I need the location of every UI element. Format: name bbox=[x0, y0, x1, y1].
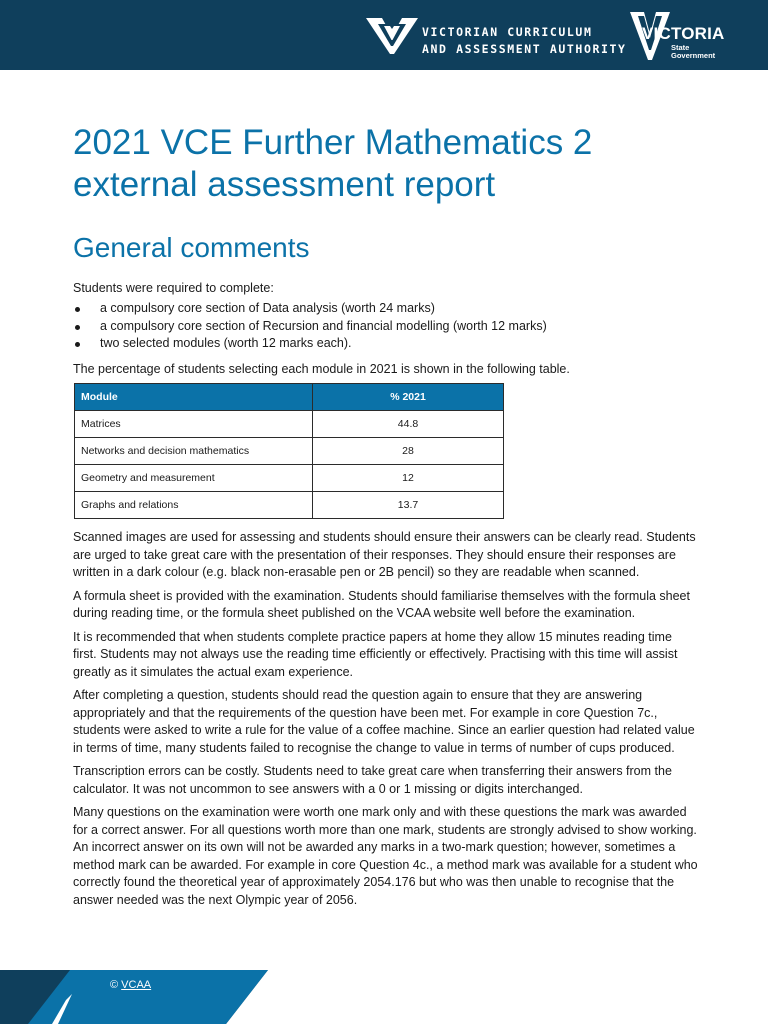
victoria-wordmark: VICTORIA bbox=[642, 24, 725, 43]
list-item: a compulsory core section of Data analysis (worth 24 marks) bbox=[73, 300, 547, 318]
gov-sub-line-1: State bbox=[671, 43, 690, 52]
footer-copyright bbox=[110, 979, 151, 991]
paragraph-reading-time: It is recommended that when students complete practice papers at home they allow 15 minutes reading time first. Students may not always use the reading time efficiently or effectively. Practising with this time will assist greatly as it simulates the actual exam experience. bbox=[73, 629, 678, 679]
module-name-cell: Networks and decision mathematics bbox=[75, 438, 313, 465]
paragraph-transcription-errors: Transcription errors can be costly. Students need to take great care when transferring their answers from the calculator. It was not uncommon to see answers with a 0 or 1 missing or digits interchanged. bbox=[73, 764, 672, 796]
percent-cell: 44.8 bbox=[313, 411, 504, 438]
table-intro-text: The percentage of students selecting each module in 2021 is shown in the following table. bbox=[73, 362, 570, 376]
org-name-line-1: VICTORIAN CURRICULUM bbox=[422, 25, 593, 39]
gov-sub-line-2: Government bbox=[671, 51, 716, 60]
table-row bbox=[75, 492, 504, 519]
list-item: two selected modules (worth 12 marks each). bbox=[73, 335, 547, 353]
module-name-cell: Matrices bbox=[75, 411, 313, 438]
org-name-line-2: AND ASSESSMENT AUTHORITY bbox=[422, 42, 627, 56]
percent-cell: 28 bbox=[313, 438, 504, 465]
table-row bbox=[75, 438, 504, 465]
module-selection-table bbox=[74, 383, 504, 519]
paragraph-formula-sheet: A formula sheet is provided with the examination. Students should familiarise themselves with the formula sheet during reading time, or the formula sheet published on the VCAA website well before the examination. bbox=[73, 588, 690, 620]
vcaa-link[interactable]: VCAA bbox=[121, 979, 152, 991]
table-row bbox=[75, 411, 504, 438]
victoria-government-logo bbox=[630, 12, 730, 62]
intro-text: Students were required to complete: bbox=[73, 281, 274, 295]
module-name-cell: Graphs and relations bbox=[75, 492, 313, 519]
percent-cell: 12 bbox=[313, 465, 504, 492]
comments-body bbox=[73, 529, 698, 915]
column-header-module: Module bbox=[75, 384, 313, 411]
paragraph-scanned-images: Scanned images are used for assessing and students should ensure their answers can be clearly read. Students are urged to take great care with the presentation of their responses. They should ensure their responses are written in a dark colour (e.g. black non-erasable pen or 2B pencil) so they are readable when scanned. bbox=[73, 530, 696, 579]
copyright-symbol: © bbox=[110, 979, 119, 991]
state-government-label bbox=[671, 44, 715, 60]
percent-cell: 13.7 bbox=[313, 492, 504, 519]
vcaa-logo-icon bbox=[366, 14, 418, 56]
table-header-row bbox=[75, 384, 504, 411]
paragraph-marking-method: Many questions on the examination were worth one mark only and with these questions the mark was awarded for a correct answer. For all questions worth more than one mark, students are strongly advised to show working. An incorrect answer on its own will not be awarded any marks in a two-mark question; however, sometimes a method mark can be awarded. For example in core Question 4c., a method mark was available for a student who correctly found the theoretical year of approximately 2054.176 but who was then unable to recognise that the answer needed was the next Olympic year of 2056. bbox=[73, 805, 698, 907]
document-title: 2021 VCE Further Mathematics 2 external assessment report bbox=[73, 123, 593, 204]
column-header-percent: % 2021 bbox=[313, 384, 504, 411]
header-bar bbox=[0, 0, 768, 70]
section-heading: General comments bbox=[73, 232, 310, 263]
table-row bbox=[75, 465, 504, 492]
requirements-list bbox=[73, 300, 547, 353]
module-name-cell: Geometry and measurement bbox=[75, 465, 313, 492]
vcaa-wordmark bbox=[422, 24, 627, 58]
list-item: a compulsory core section of Recursion and financial modelling (worth 12 marks) bbox=[73, 318, 547, 336]
paragraph-reread-question: After completing a question, students should read the question again to ensure that they are answering appropriately and that the requirements of the question have been met. For example in core Question 7c., students were asked to write a rule for the value of a coffee machine. Since an earlier question had related value in terms of time, many students failed to recognise the change to value in terms of number of cups produced. bbox=[73, 688, 695, 755]
